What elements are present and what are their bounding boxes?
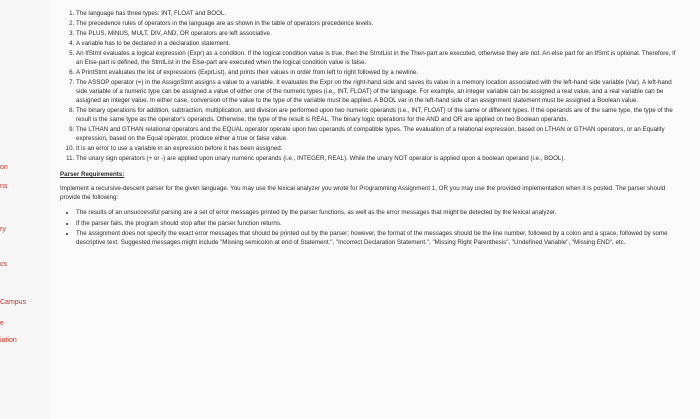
sidebar-item[interactable]: Campus <box>0 299 27 306</box>
sidebar-item[interactable]: e <box>0 320 4 327</box>
rule-item: 11. The unary sign operators (+ or -) are applied upon unary numeric operands (i.e., INTEGER, REAL). While the unary NOT operator is applied upon a boolean operand (i.e., BOOL). <box>76 155 680 164</box>
side-navigation <box>0 0 51 419</box>
sidebar-item[interactable]: cs <box>0 261 7 268</box>
sidebar-item[interactable]: iation <box>0 337 17 344</box>
rule-item: 1. The language has three types: INT, FLOAT and BOOL. <box>76 10 680 19</box>
sidebar-item[interactable]: ns <box>0 183 8 190</box>
parser-requirements-list <box>60 209 680 248</box>
language-rules-list <box>60 10 680 164</box>
assignment-content <box>60 10 680 250</box>
rule-item: 8. The binary operations for addition, subtraction, multiplication, and division are performed upon two numeric operands (i.e., INT, FLOAT) of the same or different types. If the operands are of the same type, the type of the result is the same type as the operator's operands. Otherwise, the type of the result is REAL. The binary logic operations for the AND and OR are applied on two Boolean operands. <box>76 107 680 125</box>
requirement-item: • The results of an unsuccessful parsing are a set of error messages printed by the parser functions, as well as the error messages that might be detected by the lexical analyzer. <box>76 209 680 218</box>
rule-item: 4. A variable has to be declared in a declaration statement. <box>76 40 680 49</box>
rule-item: 10. It is an error to use a variable in an expression before it has been assigned. <box>76 145 680 154</box>
assignment-page <box>50 0 700 419</box>
rule-item: 2. The precedence rules of operators in the language are as shown in the table of operators precedence levels. <box>76 20 680 29</box>
rule-item: 7. The ASSOP operator (=) in the AssignStmt assigns a value to a variable. It evaluates the Expr on the right-hand side and saves its value in a memory location associated with the left-hand side variable (Var). A left-hand side variable of a numeric type can be assigned a value of either one of the numeric types (i.e., INT, FLOAT) of the language. For example, an integer variable can be assigned a real value, and a real variable can be assigned an integer value. In either case, conversion of the value to the type of the variable must be applied. A BOOL var in the left-hand side of an assignment statement must be assigned a Boolean value. <box>76 79 680 106</box>
rule-item: 5. An IfStmt evaluates a logical expression (Expr) as a condition. If the logical condition value is true, then the StmtList in the Then-part are executed, otherwise they are not. An else part for an IfSmt is optional. Therefore, If an Else-part is defined, the StmtList in the Else-part are executed when the logical condition value is false. <box>76 50 680 68</box>
parser-intro-paragraph: Implement a recursive-descent parser for the given language. You may use the lexical analyzer you wrote for Programming Assignment 1, OR you may use the provided implementation when it is posted. The parser should provide the following: <box>60 185 666 202</box>
requirement-item: • The assignment does not specify the exact error messages that should be printed out by the parser; however, the format of the messages should be the line number, followed by a colon and a space, followed by some descriptive text. Suggested messages might include "Missing semicolon at end of Statement.", "Incorrect Declaration Statement.", "Missing Right Parenthesis", "Undefined Variable", "Missing END", etc. <box>76 230 680 248</box>
sidebar-item[interactable]: ry <box>0 226 6 233</box>
rule-item: 6. A PrintStmt evaluates the list of expressions (ExprList), and prints their values in order from left to right followed by a newline. <box>76 69 680 78</box>
rule-item: 9. The LTHAN and GTHAN relational operators and the EQUAL operator operate upon two operands of compatible types. The evaluation of a relational expression, based on LTHAN or GTHAN operators, or an Equality expression, based on the Equal operator, produce either a true or false value. <box>76 126 680 144</box>
sidebar-item[interactable]: on <box>0 164 8 171</box>
parser-requirements-heading: Parser Requirements: <box>60 171 125 179</box>
requirement-item: • If the parser fails, the program should stop after the parser function returns. <box>76 220 680 229</box>
rule-item: 3. The PLUS, MINUS, MULT, DIV, AND, OR operators are left associative. <box>76 30 680 39</box>
